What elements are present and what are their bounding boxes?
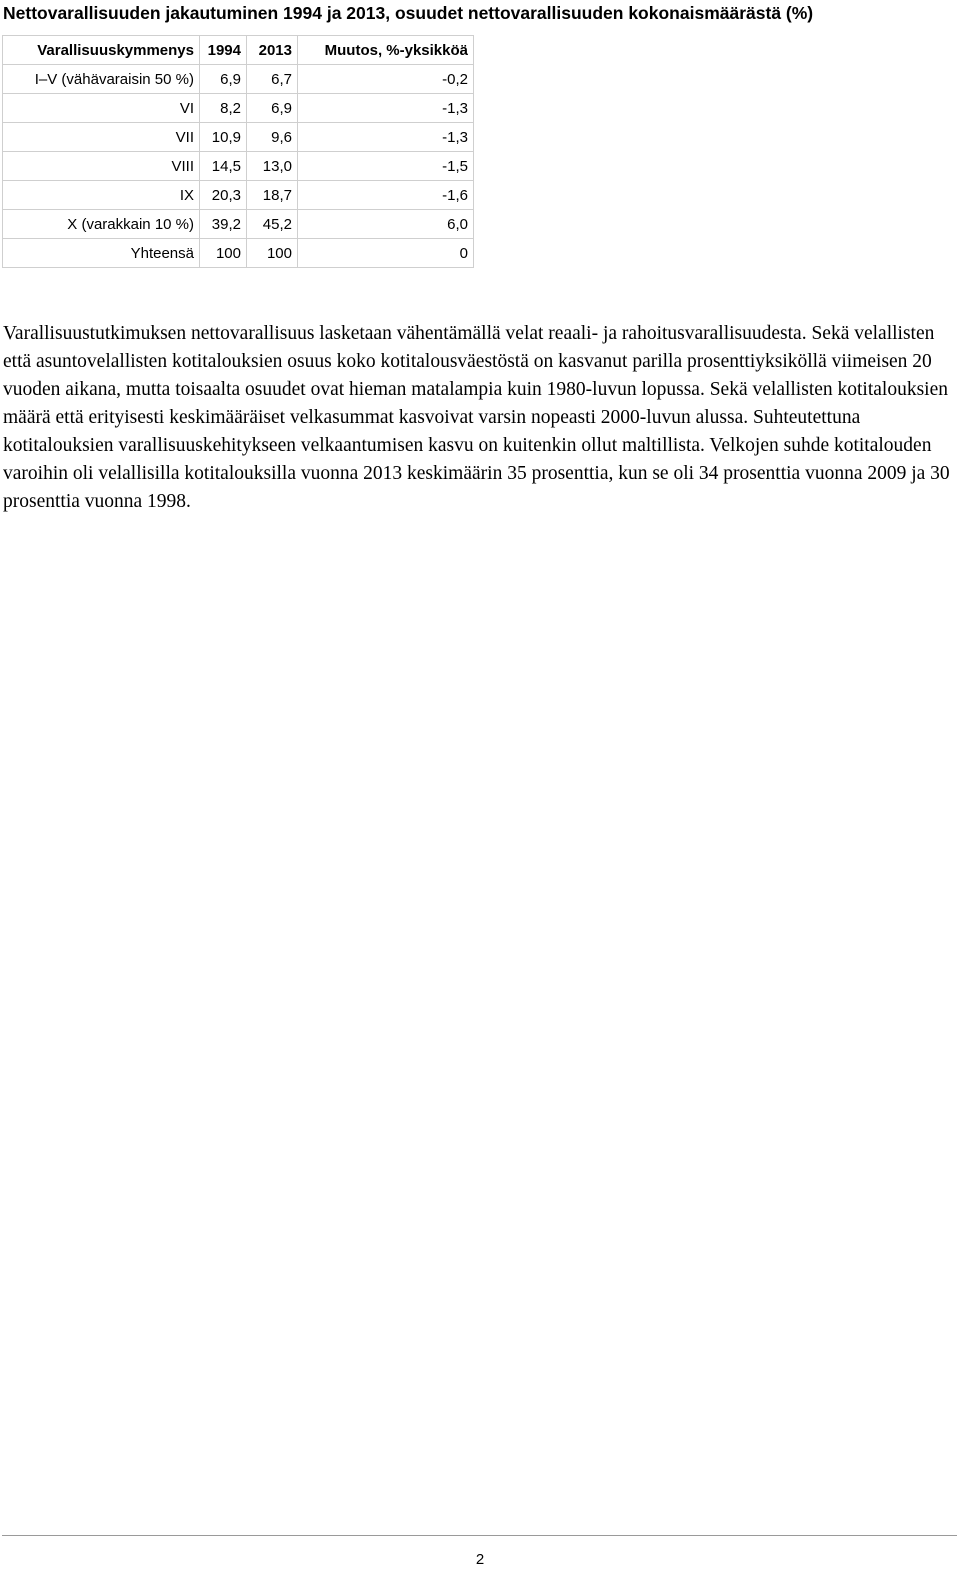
cell-change: -1,3 xyxy=(298,123,474,152)
cell-1994: 100 xyxy=(200,239,247,268)
row-label: VI xyxy=(3,94,200,123)
column-header-1994: 1994 xyxy=(200,36,247,65)
row-label: Yhteensä xyxy=(3,239,200,268)
row-label: VII xyxy=(3,123,200,152)
cell-2013: 6,7 xyxy=(247,65,298,94)
table-header-row xyxy=(3,36,474,65)
cell-1994: 6,9 xyxy=(200,65,247,94)
table-row xyxy=(3,181,474,210)
wealth-distribution-table xyxy=(2,35,474,268)
row-label: I–V (vähävaraisin 50 %) xyxy=(3,65,200,94)
cell-2013: 100 xyxy=(247,239,298,268)
cell-1994: 10,9 xyxy=(200,123,247,152)
column-header-decile: Varallisuuskymmenys xyxy=(3,36,200,65)
cell-2013: 18,7 xyxy=(247,181,298,210)
column-header-2013: 2013 xyxy=(247,36,298,65)
body-paragraph: Varallisuustutkimuksen nettovarallisuus lasketaan vähentämällä velat reaali- ja rahoitusvarallisuudesta. Sekä velallisten että asuntovelallisten kotitalouksien osuus koko kotitalousväestöstä on kasvanut parilla prosenttiyksiköllä viimeisen 20 vuoden aikana, mutta toisaalta osuudet ovat hieman matalampia kuin 1980-luvun lopussa. Sekä velallisten kotitalouksien määrä että erityisesti keskimääräiset velkasummat kasvoivat varsin nopeasti 2000-luvun alussa. Suhteutettuna kotitalouksien varallisuuskehitykseen velkaantumisen kasvu on kuitenkin ollut maltillista. Velkojen suhde kotitalouden varoihin oli velallisilla kotitalouksilla vuonna 2013 keskimäärin 35 prosenttia, kun se oli 34 prosenttia vuonna 2009 ja 30 prosenttia vuonna 1998. xyxy=(3,323,950,512)
cell-change: -1,3 xyxy=(298,94,474,123)
table-row-total xyxy=(3,239,474,268)
footer-divider xyxy=(2,1535,957,1536)
cell-1994: 8,2 xyxy=(200,94,247,123)
cell-2013: 45,2 xyxy=(247,210,298,239)
cell-2013: 13,0 xyxy=(247,152,298,181)
row-label: VIII xyxy=(3,152,200,181)
cell-1994: 14,5 xyxy=(200,152,247,181)
table-row xyxy=(3,152,474,181)
cell-change: -1,5 xyxy=(298,152,474,181)
cell-1994: 20,3 xyxy=(200,181,247,210)
cell-change: -1,6 xyxy=(298,181,474,210)
cell-change: 0 xyxy=(298,239,474,268)
cell-1994: 39,2 xyxy=(200,210,247,239)
table-row xyxy=(3,94,474,123)
cell-change: -0,2 xyxy=(298,65,474,94)
column-header-change: Muutos, %-yksikköä xyxy=(298,36,474,65)
row-label: IX xyxy=(3,181,200,210)
cell-2013: 9,6 xyxy=(247,123,298,152)
table-title: Nettovarallisuuden jakautuminen 1994 ja 2013, osuudet nettovarallisuuden kokonaismäärästä (%) xyxy=(3,3,814,23)
table-row xyxy=(3,123,474,152)
table-row xyxy=(3,210,474,239)
cell-2013: 6,9 xyxy=(247,94,298,123)
page-number: 2 xyxy=(475,1551,485,1568)
row-label: X (varakkain 10 %) xyxy=(3,210,200,239)
cell-change: 6,0 xyxy=(298,210,474,239)
table-row xyxy=(3,65,474,94)
